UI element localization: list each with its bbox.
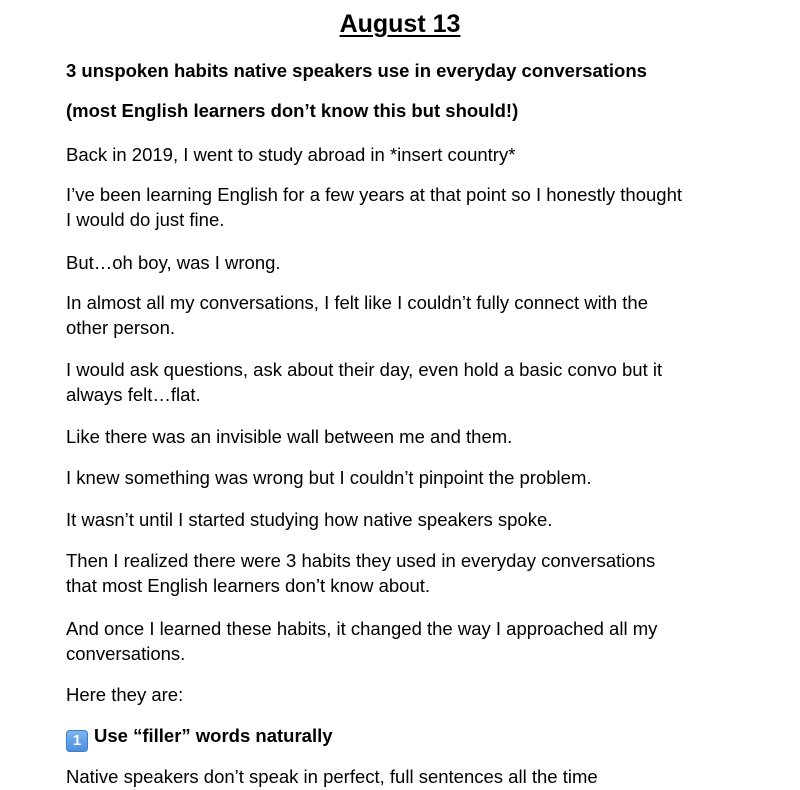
keycap-one-icon: 1 [66,730,88,752]
headline: 3 unspoken habits native speakers use in everyday conversations [66,60,647,81]
paragraph-line: It wasn’t until I started studying how native speakers spoke. [66,509,553,530]
paragraph-line: Like there was an invisible wall between me and them. [66,426,513,447]
page-title: August 13 [339,10,461,38]
paragraph-line: I’ve been learning English for a few years at that point so I honestly thought [66,184,683,205]
paragraph-line: Native speakers don’t speak in perfect, full sentences all the time [66,766,598,787]
paragraph-line: And once I learned these habits, it changed the way I approached all my [66,618,658,639]
section-heading-text: Use “filler” words naturally [94,725,333,746]
paragraph-line: always felt…flat. [66,384,201,405]
subheadline: (most English learners don’t know this but should!) [66,100,519,121]
section-heading [66,723,726,752]
paragraph-line: Back in 2019, I went to study abroad in *insert country* [66,144,516,165]
paragraph-line: Then I realized there were 3 habits they used in everyday conversations [66,550,656,571]
paragraph-line: other person. [66,317,176,338]
paragraph-line: conversations. [66,643,186,664]
paragraph-line: I would do just fine. [66,209,225,230]
paragraph-line: I knew something was wrong but I couldn’t pinpoint the problem. [66,467,592,488]
paragraph-line: But…oh boy, was I wrong. [66,252,281,273]
paragraph-line: that most English learners don’t know about. [66,575,431,596]
paragraph-line: Here they are: [66,684,184,705]
paragraph-line: In almost all my conversations, I felt like I couldn’t fully connect with the [66,292,648,313]
paragraph-line: I would ask questions, ask about their day, even hold a basic convo but it [66,359,663,380]
